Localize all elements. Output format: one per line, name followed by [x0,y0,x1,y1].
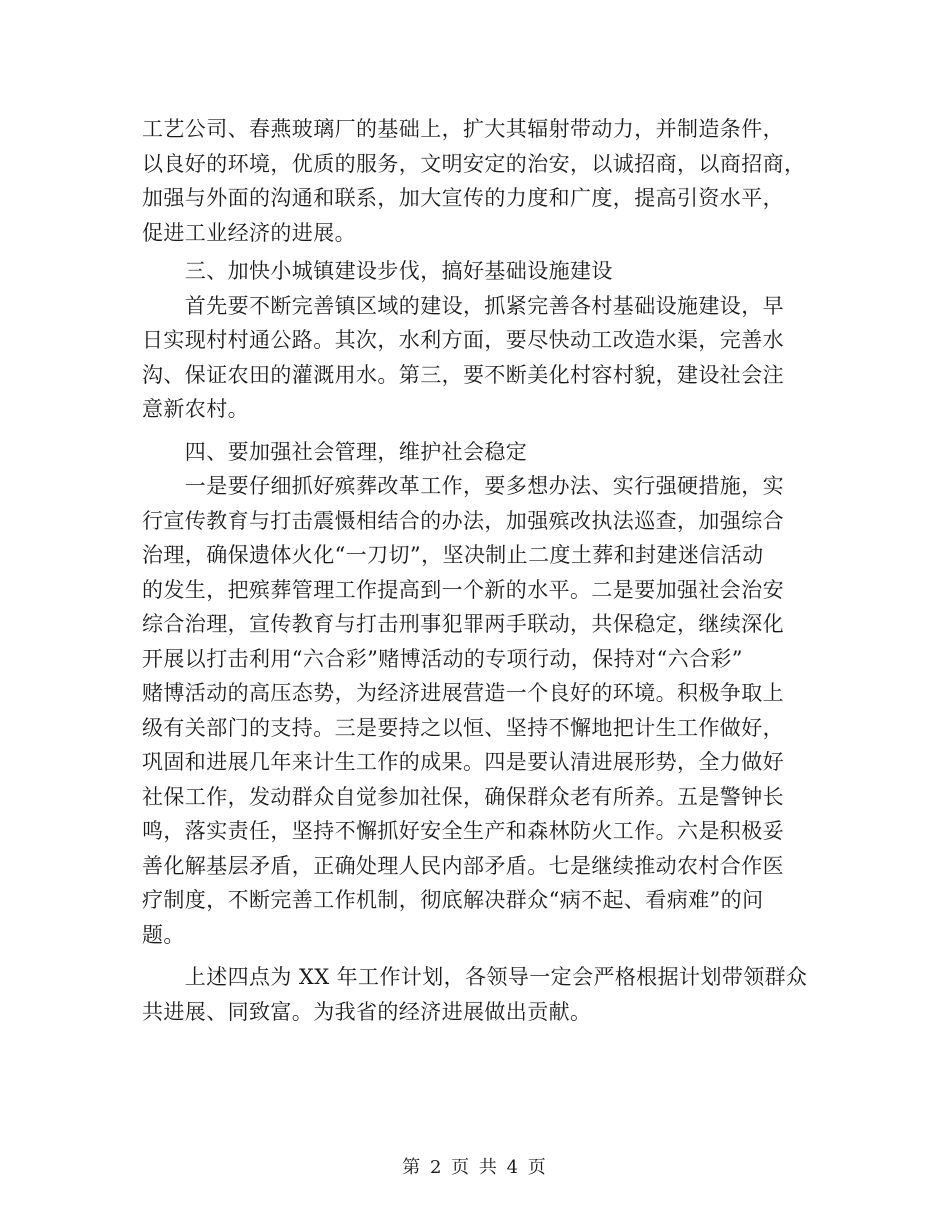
paragraph-infrastructure [142,289,812,427]
text-line: 促进工业经济的进展。 [142,220,356,245]
section-heading-4 [142,435,812,470]
text-line: 级有关部门的支持。三是要持之以恒、坚持不懈地把计生工作做好， [142,715,784,740]
text-line: 鸣，落实责任，坚持不懈抓好安全生产和森林防火工作。六是积极妥 [142,819,784,843]
text-line: 开展以打击利用“六合彩”赌博活动的专项行动，保持对“六合彩” [142,646,743,671]
text-line: 以良好的环境，优质的服务，文明安定的治安，以诚招商，以商招商， [142,151,806,176]
text-line: 一是要仔细抓好殡葬改革工作，要多想办法、实行强硬措施，实 [142,474,784,498]
text-line: 治理，确保遗体火化“一刀切”，坚决制止二度土葬和封建迷信活动 [142,543,764,567]
text-line: 赌博活动的高压态势，为经济进展营造一个良好的环境。积极争取上 [142,681,784,705]
text-line: 行宣传教育与打击震慑相结合的办法，加强殡改执法巡查，加强综合 [142,508,784,533]
text-line: 综合治理，宣传教育与打击刑事犯罪两手联动，共保稳定，继续深化 [142,612,784,636]
paragraph-social-management [142,469,812,952]
document-body [142,112,812,1029]
paragraph-conclusion [142,960,812,1029]
text-line: 社保工作，发动群众自觉参加社保，确保群众老有所养。五是警钟长 [142,784,784,809]
text-line: 加强与外面的沟通和联系，加大宣传的力度和广度，提高引资水平， [142,186,784,210]
text-line: 疗制度，不断完善工作机制，彻底解决群众“病不起、看病难”的问 [142,888,764,912]
section-heading-3 [142,254,812,289]
paragraph-continued [142,112,812,250]
text-line: 工艺公司、春燕玻璃厂的基础上，扩大其辐射带动力，并制造条件， [142,117,784,141]
text-line: 首先要不断完善镇区域的建设，抓紧完善各村基础设施建设，早 [142,293,784,318]
text-line: 沟、保证农田的灌溉用水。第三，要不断美化村容村貌，建设社会注 [142,362,784,387]
text-line: 共进展、同致富。为我省的经济进展做出贡献。 [142,999,592,1024]
page-number-footer: 第 2 页 共 4 页 [402,1157,548,1178]
text-line: 意新农村。 [142,397,249,421]
text-line: 巩固和进展几年来计生工作的成果。四是要认清进展形势，全力做好 [142,750,784,774]
text-line: 善化解基层矛盾，正确处理人民内部矛盾。七是继续推动农村合作医 [142,853,784,878]
text-line: 日实现村村通公路。其次，水利方面，要尽快动工改造水渠，完善水 [142,328,784,352]
heading-text: 四、要加强社会管理，维护社会稳定 [142,439,528,464]
text-line: 的发生，把殡葬管理工作提高到一个新的水平。二是要加强社会治安 [142,577,784,602]
text-line: 题。 [142,922,185,947]
heading-text: 三、加快小城镇建设步伐，搞好基础设施建设 [142,259,613,283]
text-line: 上述四点为 XX 年工作计划，各领导一定会严格根据计划带领群众 [142,965,808,989]
